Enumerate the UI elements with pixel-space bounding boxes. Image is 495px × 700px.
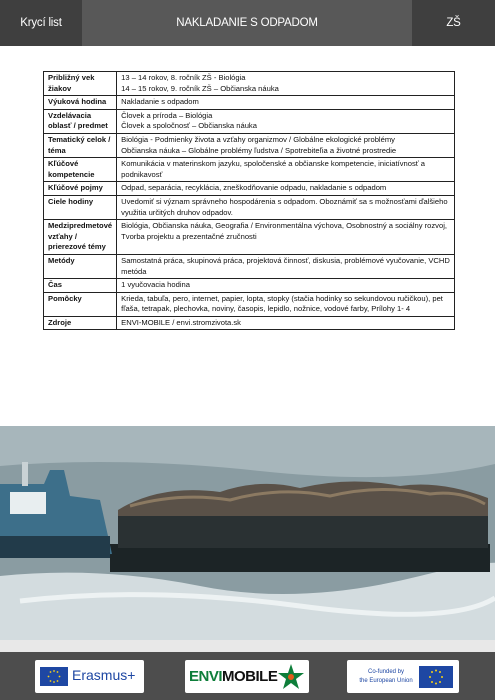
row-value-line: Človek a spoločnosť – Občianska náuka — [121, 121, 257, 131]
row-value-line: 14 – 15 rokov, 9. ročník ZŠ – Občianska náuka — [121, 83, 279, 93]
envi-mobile-text — [189, 668, 277, 685]
page-header — [0, 0, 495, 46]
header-right-text: ZŠ — [446, 17, 461, 29]
row-value-line: Nakladanie s odpadom — [121, 97, 199, 107]
page-bottom-strip — [0, 640, 495, 652]
table-row — [44, 158, 455, 182]
row-value-line: metóda — [121, 266, 147, 276]
header-left-text: Krycí list — [20, 17, 62, 29]
row-value-line: Tvorba projektu a prezentačné zručnosti — [121, 231, 257, 241]
row-value — [117, 182, 455, 196]
row-value — [117, 96, 455, 110]
row-value-line: Občianska náuka – Globálne problémy ľudstva / Spotrebiteľia a životné prostredie — [121, 145, 397, 155]
row-label: Zdroje — [44, 316, 117, 330]
row-value-line: Komunikácia v materinskom jazyku, spoločenské a občianske kompetencie, iniciatívnosť a — [121, 159, 425, 169]
row-value — [117, 72, 455, 96]
row-value — [117, 195, 455, 219]
table-row — [44, 72, 455, 96]
lesson-info-table — [43, 71, 455, 330]
row-value — [117, 133, 455, 157]
table-row — [44, 292, 455, 316]
row-value-line: Krieda, tabuľa, pero, internet, papier, lopta, stopky (stačia hodinky so sekundovou ručičkou), pet — [121, 293, 443, 303]
table-row — [44, 279, 455, 293]
envi-text: ENVI — [189, 668, 223, 685]
row-label: Tematický celok / téma — [44, 133, 117, 157]
mobile-text: MOBILE — [222, 668, 278, 685]
envi-mobile-logo — [185, 660, 309, 693]
table-row — [44, 220, 455, 255]
row-value-line: fľaša, tetrapak, plechovka, noviny, časopis, lepidlo, nožnice, vodové farby, Prílohy 1- 4 — [121, 304, 411, 314]
row-value-line: využitia určitých druhov odpadov. — [121, 207, 233, 217]
row-value-line: 1 vyučovacia hodina — [121, 280, 190, 290]
erasmus-text: Erasmus+ — [72, 667, 136, 683]
envi-star-icon — [276, 662, 306, 692]
row-label: Medzipredmetové vzťahy / prierezové témy — [44, 220, 117, 255]
row-value-line: Človek a príroda – Biológia — [121, 110, 213, 120]
eu-stars-icon — [40, 667, 68, 686]
eu-flag-icon — [419, 666, 453, 688]
eu-stars-icon — [419, 666, 453, 688]
header-section-label — [0, 0, 82, 46]
table-row — [44, 316, 455, 330]
row-label: Ciele hodiny — [44, 195, 117, 219]
row-value-line: Biológia, Občianska náuka, Geografia / Environmentálna výchova, Osobnostný a sociálny rozvoj, — [121, 221, 448, 231]
row-value — [117, 220, 455, 255]
row-value — [117, 109, 455, 133]
co-funded-eu-logo — [347, 660, 459, 693]
row-value — [117, 292, 455, 316]
page-title: NAKLADANIE S ODPADOM — [176, 17, 318, 29]
row-label: Metódy — [44, 254, 117, 278]
photo-illustration — [0, 426, 495, 640]
row-value-line: Odpad, separácia, recyklácia, zneškodňovanie odpadu, nakladanie s odpadom — [121, 183, 387, 193]
row-value — [117, 254, 455, 278]
row-value — [117, 158, 455, 182]
table-row — [44, 254, 455, 278]
row-value — [117, 316, 455, 330]
co-funded-line1: Co-funded by — [367, 669, 405, 675]
row-label: Vzdelávacia oblasť / predmet — [44, 109, 117, 133]
row-value-line: ENVI-MOBILE / envi.stromzivota.sk — [121, 317, 241, 327]
header-school-level — [412, 0, 495, 46]
row-label: Pomôcky — [44, 292, 117, 316]
table-row — [44, 133, 455, 157]
eu-flag-icon — [40, 667, 68, 686]
barge-with-scrap-metal-photo — [0, 426, 495, 640]
row-label: Kľúčové pojmy — [44, 182, 117, 196]
table-row — [44, 182, 455, 196]
row-value-line: podnikavosť — [121, 169, 163, 179]
row-value-line: Uvedomiť si význam správneho hospodárenia s odpadom. Oboznámiť sa s možnosťami ďalšieho — [121, 196, 448, 206]
erasmus-logo — [35, 660, 144, 693]
table-row — [44, 96, 455, 110]
row-value-line: 13 – 14 rokov, 8. ročník ZŠ - Biológia — [121, 73, 246, 82]
row-value-line: Samostatná práca, skupinová práca, projektová činnosť, diskusia, problémové vyučovanie, VCHD — [121, 255, 450, 265]
row-label: Kľúčové kompetencie — [44, 158, 117, 182]
table-row — [44, 109, 455, 133]
row-value-line: Biológia - Podmienky života a vzťahy organizmov / Globálne ekologické problémy — [121, 134, 395, 144]
header-title-area — [82, 0, 412, 46]
table-row — [44, 195, 455, 219]
row-value — [117, 279, 455, 293]
page-footer — [0, 652, 495, 700]
row-label: Približný vek žiakov — [44, 72, 117, 96]
row-label: Výuková hodina — [44, 96, 117, 110]
row-label: Čas — [44, 279, 117, 293]
co-funded-line2: the European Union — [359, 678, 413, 684]
